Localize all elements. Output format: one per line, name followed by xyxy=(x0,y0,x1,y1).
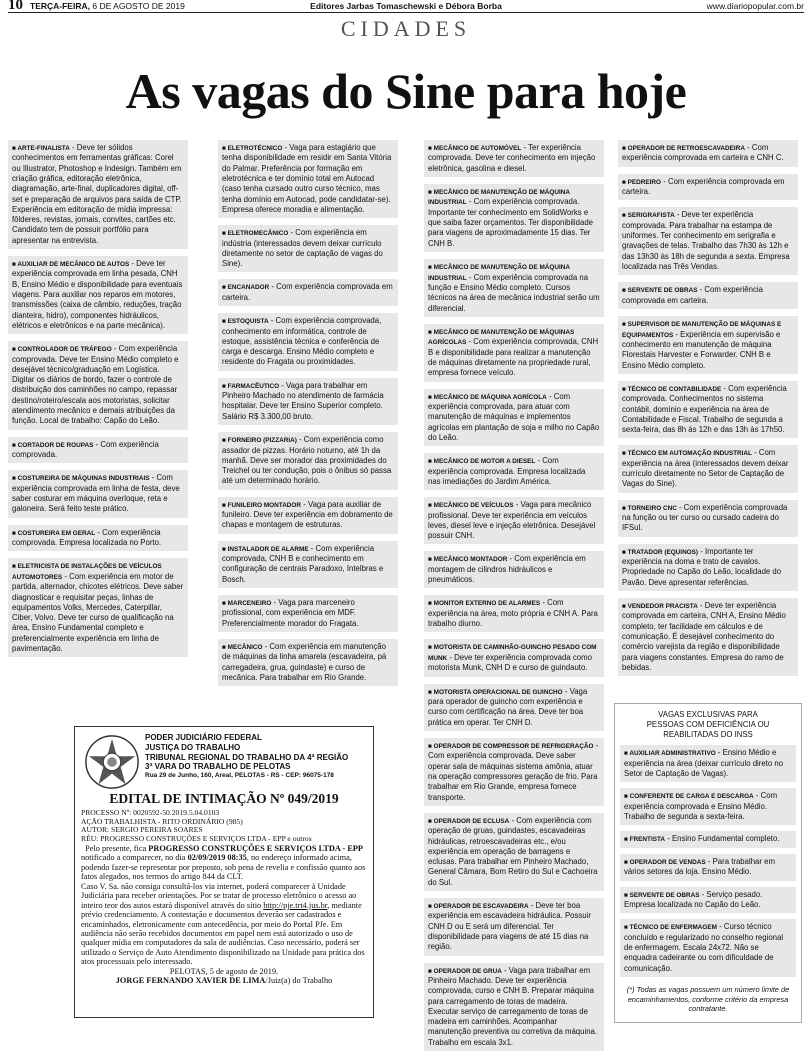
job-description: - Vaga para trabalhar em Pinheiro Machado. Deve ter experiência comprovada, curso e CNH B. Preparar máquina para carregamento de toras de madeira. Executar serviço de carregamento de toras de madeira em caminhões. Acompanhar manutenção preventiva ou corretiva da máquina. Trabalho em escala 3x1. xyxy=(428,965,598,1047)
job-description: - Com experiência comprovada. Deve saber operar sala de máquinas sistema amônia, atuar na operação compressores geração de frio. Para trabalhar em Rio Grande, empresa fornece transporte. xyxy=(428,740,599,802)
pcd-title-line: PESSOAS COM DEFICIÊNCIA OU xyxy=(646,720,770,730)
job-listing xyxy=(618,140,798,167)
job-description: - Com experiência como assador de pizzas. Horário noturno, até 1h da manhã. Deve ser morador das proximidades do Treichel ou ter condução, pois o ônibus só passa até um determinado horário. xyxy=(222,435,392,486)
job-title: ■ MECÂNICO xyxy=(222,644,262,651)
job-listing xyxy=(618,207,798,275)
pcd-job-list xyxy=(615,745,801,977)
job-title: ■ FRENTISTA xyxy=(624,836,665,843)
job-description: - Com experiência comprovada, conhecimento em informática, controle de estoque, assistência técnica e conferência de carga e descarga. Ensino Médio completo e residente do Fragata ou proximidades. xyxy=(222,316,382,367)
job-title: ■ MECÂNICO DE MANUTENÇÃO DE MÁQUINAS AGRÍCOLAS xyxy=(428,329,574,346)
job-listing xyxy=(618,500,798,537)
notice-paragraph-1 xyxy=(81,844,367,882)
job-description: - Curso técnico concluído e regularizado no conselho regional de enfermagem. Escala 24x72. Não se enquadra cadeirante ou com dificuldade de comunicação. xyxy=(624,922,784,973)
pje-link[interactable]: http://pje.trt4.jus.br xyxy=(263,900,328,910)
job-title: ■ ELETRICISTA DE INSTALAÇÕES DE VEÍCULOS AUTOMOTORES xyxy=(12,563,162,580)
pcd-footnote: (*) Todas as vagas possuem um número limite de encaminhamentos, conforme critério da empresa contratante. xyxy=(626,984,790,1014)
job-title: ■ MECÂNICO DE VEÍCULOS xyxy=(428,502,514,509)
job-title: ■ SERIGRAFISTA xyxy=(622,212,675,219)
job-listing xyxy=(218,595,398,632)
job-description: - Com experiência comprovada em carteira e CNH C. xyxy=(622,143,784,163)
job-title: ■ TORNEIRO CNC xyxy=(622,505,677,512)
pcd-title-line: REABILITADAS DO INSS xyxy=(663,730,753,740)
job-title: ■ OPERADOR DE VENDAS xyxy=(624,859,706,866)
site-url: www.diariopopular.com.br xyxy=(706,1,804,11)
job-listing xyxy=(424,639,604,676)
job-title: ■ AUXILIAR DE MECÂNICO DE AUTOS xyxy=(12,261,129,268)
job-listing xyxy=(218,497,398,534)
job-title: ■ SUPERVISOR DE MANUTENÇÃO DE MÁQUINAS E EQUIPAMENTOS xyxy=(622,321,781,338)
job-listing xyxy=(424,963,604,1051)
job-listing xyxy=(618,445,798,492)
page-number: 10 xyxy=(8,0,23,13)
job-listing xyxy=(8,437,188,464)
job-description: - Com experiência comprovada em carteira. xyxy=(622,285,763,305)
job-title: ■ MECÂNICO DE MOTOR A DIESEL xyxy=(428,458,535,465)
job-listing xyxy=(8,558,188,657)
job-title: ■ MOTORISTA DE CAMINHÃO-GUINCHO PESADO COM MUNK xyxy=(428,644,596,661)
job-listing xyxy=(218,313,398,371)
job-description: - Deve ter experiência comprovada em carteira, CNH A, Ensino Médio completo, ter facilidade em cálculos e de comunicação. É desejável conhecimento do comércio varejista da região e disponibilidade para viagens constantes. Empresa do ramo de bebidas. xyxy=(622,601,786,672)
job-title: ■ INSTALADOR DE ALARME xyxy=(222,546,309,553)
job-title: ■ TÉCNICO DE CONTABILIDADE xyxy=(622,386,721,393)
job-description: - Com experiência comprovada em linha de festa, deve saber costurar em máquina overloque, reta e galoneira. Será feito teste prático. xyxy=(12,473,180,514)
job-description: - Com experiência comprovada na função ou ter curso ou cursado cadeira do IFSul. xyxy=(622,502,788,533)
p1-hearing-date: 02/09/2019 08:35 xyxy=(187,853,247,863)
job-listing xyxy=(618,282,798,309)
job-title: ■ TRATADOR (EQUINOS) xyxy=(622,549,698,556)
header-rule xyxy=(8,12,804,13)
job-title: ■ AUXILIAR ADMINISTRATIVO xyxy=(624,750,716,757)
court-line: 3ª VARA DO TRABALHO DE PELOTAS xyxy=(145,762,291,772)
job-listing xyxy=(218,432,398,490)
job-description: - Com experiência comprovada. Empresa localizada nas imediações do Jardim América. xyxy=(428,456,586,486)
job-listing xyxy=(620,854,796,881)
job-listing xyxy=(8,470,188,517)
job-description: - Ensino Médio e experiência na área (deixar currículo direto no Setor de Captação de Vagas). xyxy=(624,748,784,779)
court-address: Rua 29 de Junho, 160, Areal, PELOTAS - RS - CEP: 96075-178 xyxy=(145,772,334,779)
job-title: ■ MECÂNICO DE MÁQUINA AGRÍCOLA xyxy=(428,394,547,401)
job-listing xyxy=(424,324,604,382)
jobs-column-3 xyxy=(424,140,604,1058)
job-listing xyxy=(618,174,798,201)
job-listing xyxy=(424,813,604,891)
job-title: ■ FARMACÊUTICO xyxy=(222,383,279,390)
job-listing xyxy=(620,919,796,977)
job-listing xyxy=(424,389,604,447)
job-description: - Com experiência em manutenção de máquinas da linha amarela (escavadeira, pá carregadeira, grua, guindaste) e curso de mecânica. Para trabalhar em Rio Grande. xyxy=(222,641,387,682)
court-header xyxy=(145,733,369,780)
job-description: - Para trabalhar em vários setores da loja. Ensino Médio. xyxy=(624,856,775,877)
job-description: - Ensino Fundamental completo. xyxy=(665,834,780,844)
job-description: - Com experiência comprovada, CNH B e conhecimento em configuração de centrais Paradoxo, Intelbras e Bosch. xyxy=(222,543,384,584)
job-description: - Experiência em supervisão e conhecimento em manutenção de máquina Florestais Harvester e Forwarder. CNH B e Ensino Médio completo. xyxy=(622,329,781,370)
job-title: ■ TÉCNICO DE ENFERMAGEM xyxy=(624,924,717,931)
job-listing xyxy=(424,497,604,544)
job-listing xyxy=(424,453,604,490)
job-title: ■ ELETROTÉCNICO xyxy=(222,145,282,152)
defendant: RÉU: PROGRESSO CONSTRUÇÕES E SERVIÇOS LTDA - EPP e outros xyxy=(81,834,312,844)
p1-company: PROGRESSO CONSTRUÇÕES E SERVIÇOS LTDA - EPP xyxy=(148,843,363,853)
job-description: - Com experiência comprovada, CNH B e disponibilidade para realizar a manutenção de máquinas diretamente na propriedade rural, empresa fornece veículo. xyxy=(428,337,599,378)
job-description: - Importante ter experiência na doma e trato de cavalos. Propriedade no Capão do Leão, localidade do Pavão. Deve apresentar referências. xyxy=(622,546,782,587)
job-listing xyxy=(618,381,798,439)
job-listing xyxy=(424,259,604,317)
plaintiff: AUTOR: SERGIO PEREIRA SOARES xyxy=(81,825,203,835)
job-description: - Vaga para mecânico profissional. Deve ter experiência em veículos leves, diesel leve e injeção eletrônica. Desejável possuir CNH. xyxy=(428,500,596,541)
notice-title: EDITAL DE INTIMAÇÃO Nº 049/2019 xyxy=(109,791,339,806)
p1-text-a: Pelo presente, fica xyxy=(85,843,149,853)
job-title: ■ MECÂNICO DE MANUTENÇÃO DE MÁQUINA INDUSTRIAL xyxy=(428,189,570,206)
job-description: - Serviço pesado. Empresa localizada no Capão do Leão. xyxy=(624,889,763,910)
job-description: - Com experiência em montagem de cilindros hidráulicos e pneumáticos. xyxy=(428,554,586,585)
job-listing xyxy=(218,225,398,272)
job-description: - Vaga para auxiliar de funileiro. Deve ter experiência em dobramento de chapas e montagem de estruturas. xyxy=(222,499,393,530)
job-description: - Deve ter boa experiência em escavadeira hidráulica. Possuir CNH D ou E será um diferencial. Ter disponibilidade para viagens de até 15 dias na região. xyxy=(428,900,591,952)
court-line: TRIBUNAL REGIONAL DO TRABALHO DA 4ª REGIÃO xyxy=(145,752,349,762)
job-description: - Com experiência com operação de gruas, guindastes, escavadeiras hidráulicas, retroescavadeiras etc., e/ou experiência em operação de barragens e eclusas. Para trabalhar em Pinheiro Machado, General Câmara, Bom Retiro do Sul e Cachoeira do Sul. xyxy=(428,815,598,887)
job-listing xyxy=(8,140,188,249)
signature-name: JORGE FERNANDO XAVIER DE LIMA xyxy=(115,976,266,986)
job-title: ■ VENDEDOR PRACISTA xyxy=(622,603,698,610)
job-description: - Com experiência comprovada. Deve ter Ensino Médio completo e desejável técnico/graduação em Logística. Digitar os diários de bordo, fazer o controle de distribuição dos caminhões no campo, repassar destino/roteiro/escala aos motoristas, solicitar atendimento mecânico e demais atribuições da função. Local de trabalho: Capão do Leão. xyxy=(12,344,179,426)
job-title: ■ MECÂNICO DE AUTOMÓVEL xyxy=(428,145,521,152)
job-description: - Com experiência comprovada, para atuar com manutenção de máquinas e implementos agrícolas em plantação de soja e milho no Capão do Leão. xyxy=(428,391,600,442)
job-description: - Vaga para trabalhar em Pinheiro Machado no atendimento de farmácia hospitalar. Deve ter Ensino Superior completo. Salário R$ 3.300,00 bruto. xyxy=(222,380,384,421)
job-listing xyxy=(618,598,798,676)
signature-line xyxy=(81,976,367,985)
job-description: - Com experiência comprovada na função e Ensino Médio completo. Cursos técnicos na área de mecânica industrial serão um diferencial. xyxy=(428,272,600,313)
p2-text-a: Caso V. Sa. não consiga consultá-los via internet, poderá comparecer à Unidade Judiciária para receber orientações. Por se tratar de processo eletrônico o acesso ao inteiro teor dos autos estará disponível através do sítio xyxy=(81,881,357,910)
job-listing xyxy=(618,544,798,591)
p1-text-c: notificado a comparecer, no dia xyxy=(81,853,188,863)
job-title: ■ PEDREIRO xyxy=(622,179,661,186)
job-description: - Vaga para operador de guincho com experiência e curso com certificação na área. Deve ter boa prática em operar. Ter CNH D. xyxy=(428,686,588,727)
job-description: - Vaga para marceneiro profissional, com experiência em MDF. Preferencialmente morador do Fragata. xyxy=(222,597,359,628)
job-description: - Com experiência comprovada. Conhecimentos no sistema contábil, domínio e experiência na área de Contabilidade e Fiscal. Trabalho de segunda a sexta-feira, das 8h às 12h e das 13h às 17h50. xyxy=(622,383,787,435)
job-title: ■ ESTOQUISTA xyxy=(222,318,269,325)
court-notice xyxy=(74,726,374,1018)
job-description: - Deve ter experiência comprovada em linha pesada, CNH B, Ensino Médio e disponibilidade para eventuais viagens. Para auxiliar nos reparos em motores, transmissões (caixa de câmbio, reduções, tração dianteira, hidro), componentes hidráulicos, elétricos e eletrônicos e na parte mecânica). xyxy=(12,258,183,330)
job-listing xyxy=(218,378,398,425)
job-description: - Com experiência comprovada em carteira. xyxy=(222,282,393,302)
headline: As vagas do Sine para hoje xyxy=(125,63,687,119)
p2-text-b: , mediante prévio credenciamento. A contestação e documentos deverão ser cadastrados e encaminhados, eletronicamente com antecedência, por meio do Portal PJe. Em audiência não serão recebidos documentos em papel nem está autorizado o uso de qualquer mídia em computadores da sala de audiências. Caso necessário, poderá ser utilizado o Serviço de Auto Atendimento disponibilizado na Unidade para prática dos atos processuais pelo interessado. xyxy=(81,900,365,967)
job-description: - Com experiência comprovada. Empresa localizada no Porto. xyxy=(12,527,162,548)
job-description: - Deve ter experiência comprovada como motorista Munk, CNH D e curso de guindauto. xyxy=(428,652,592,673)
job-title: ■ CONFERENTE DE CARGA E DESCARGA xyxy=(624,793,754,800)
job-description: - Com experiência em indústria (interessados devem deixar currículo diretamente no setor de captação de vagas do Sine). xyxy=(222,228,383,269)
job-listing xyxy=(620,745,796,782)
court-line: JUSTIÇA DO TRABALHO xyxy=(145,742,241,752)
job-listing xyxy=(424,184,604,252)
job-description: - Com experiência comprovada em carteira. xyxy=(622,176,785,197)
page-header xyxy=(8,0,804,12)
job-title: ■ MARCENEIRO xyxy=(222,600,271,607)
job-description: - Com experiência na área, moto própria e CNH A. Para trabalho diurno. xyxy=(428,598,598,629)
job-listing xyxy=(218,140,398,218)
signature-role: /Juiz(a) do Trabalho xyxy=(265,976,333,986)
job-description: - Com experiência na área (interessados devem deixar currículo diretamente no Setor de Captação de Vagas do Sine). xyxy=(622,448,789,489)
job-listing xyxy=(218,541,398,588)
job-listing xyxy=(8,341,188,429)
jobs-column-4 xyxy=(618,140,798,683)
court-line: PODER JUDICIÁRIO FEDERAL xyxy=(145,733,262,742)
job-title: ■ OPERADOR DE COMPRESSOR DE REFRIGERAÇÃO xyxy=(428,743,593,750)
job-title: ■ TÉCNICO EM AUTOMAÇÃO INDUSTRIAL xyxy=(622,450,752,457)
job-title: ■ OPERADOR DE RETROESCAVADEIRA xyxy=(622,145,745,152)
job-listing xyxy=(424,684,604,731)
job-listing xyxy=(620,887,796,914)
job-listing xyxy=(218,639,398,686)
pcd-box-title xyxy=(615,704,801,745)
job-listing xyxy=(218,279,398,306)
jobs-column-1 xyxy=(8,140,188,664)
job-listing xyxy=(620,831,796,847)
place-date: PELOTAS, 5 de agosto de 2019. xyxy=(169,966,279,976)
job-title: ■ SERVENTE DE OBRAS xyxy=(622,287,697,294)
job-title: ■ ENCANADOR xyxy=(222,284,269,291)
job-title: ■ COSTUREIRA EM GERAL xyxy=(12,530,95,537)
job-title: ■ COSTUREIRA DE MÁQUINAS INDUSTRIAIS xyxy=(12,475,149,482)
p1-text-e: , no endereço informado acima, podendo fazer-se representar por preposto, sob pena de revelia e confissão quanto aos fatos alegados, nos termos do artigo 844 da CLT. xyxy=(81,853,366,882)
job-description: - Com experiência em motor de partida, alternador, chicotes elétricos. Deve saber diagnosticar e requisitar peças, linhas de equipamentos Volks, Mercedes, Caterpillar, Ciber, Volvo. Deve ter curso de qualificação na área, Ensino Fundamental completo e preferencialmente experiência em linha de pavimentação. xyxy=(12,571,184,653)
job-title: ■ OPERADOR DE GRUA xyxy=(428,968,502,975)
job-title: ■ FUNILEIRO MONTADOR xyxy=(222,502,301,509)
job-listing xyxy=(8,525,188,552)
job-title: ■ CORTADOR DE ROUPAS xyxy=(12,442,93,449)
action-type: AÇÃO TRABALHISTA - RITO ORDINÁRIO (985) xyxy=(81,816,243,826)
notice-paragraph-2 xyxy=(81,882,367,967)
pcd-jobs-box xyxy=(614,703,802,1023)
job-description: - Vaga para estagiário que tenha disponibilidade em residir em Santa Vitória do Palmar. Preferência por formação em eletrotécnica e ter domínio total em Autocad (caso tenha cursado outro curso técnico, mas tenha domínio em Autocad, pode candidatar-se). Empresa oferece moradia e alimentação. xyxy=(222,143,392,214)
date-text: 6 DE AGOSTO DE 2019 xyxy=(92,1,185,11)
job-title: ■ FORNEIRO (PIZZARIA) xyxy=(222,437,297,444)
coat-of-arms-icon xyxy=(83,733,141,791)
job-title: ■ MONITOR EXTERNO DE ALARMES xyxy=(428,600,540,607)
job-title: ■ SERVENTE DE OBRAS xyxy=(624,892,699,899)
section-title: CIDADES xyxy=(340,16,472,41)
job-listing xyxy=(424,551,604,588)
job-description: - Ter experiência comprovada. Deve ter conhecimento em injeção eletrônica, gasolina e diesel. xyxy=(428,143,596,173)
job-description: - Deve ter experiência comprovada. Para trabalhar na estampa de uniformes. Ter conhecimento em serigrafia e gravações de telas. Trabalho das 7h30 às 12h e das 13h30 às 18h de segunda a sexta. Empresa localizada nas Três Vendas. xyxy=(622,210,790,272)
job-title: ■ MECÂNICO MONTADOR xyxy=(428,556,507,563)
job-listing xyxy=(424,595,604,632)
job-description: - Com experiência comprovada. xyxy=(12,439,159,459)
job-description: - Com experiência comprovada e Ensino Médio. Trabalho de segunda a sexta-feira. xyxy=(624,791,778,822)
job-title: ■ MOTORISTA OPERACIONAL DE GUINCHO xyxy=(428,689,563,696)
job-listing xyxy=(424,738,604,806)
job-description: - Com experiência comprovada. Importante ter conhecimento em SolidWorks e que saiba fazer orçamentos. Ter disponibilidade para viagens de aproximadamente 15 dias. Ter CNH B. xyxy=(428,197,593,248)
job-title: ■ MECÂNICO DE MANUTENÇÃO DE MÁQUINA INDUSTRIAL xyxy=(428,264,570,281)
notice-body xyxy=(81,809,367,986)
job-title: ■ ARTE-FINALISTA xyxy=(12,145,70,152)
job-listing xyxy=(8,256,188,334)
job-title: ■ CONTROLADOR DE TRÁFEGO xyxy=(12,346,112,353)
job-listing xyxy=(424,140,604,177)
editors-line: Editores Jarbas Tomaschewski e Débora Borba xyxy=(310,1,502,11)
pcd-title-line: VAGAS EXCLUSIVAS PARA xyxy=(658,710,758,719)
job-title: ■ OPERADOR DE ECLUSA xyxy=(428,818,509,825)
job-description: - Deve ter sólidos conhecimentos em ferramentas gráficas: Corel ou Illustrator, Photoshop e Indesign. Também em criação gráfica, editoração eletrônica, diagramação, arte-final, duplicadores digital, off-set e preparação de arquivos para saída de CTP. Experiência em editoração de mídia impressa: fôlderes, revistas, jornais, convites, cartões etc. Candidato tem de possuir portfólio para apresentar na entrevista. xyxy=(12,143,182,245)
weekday: TERÇA-FEIRA, xyxy=(30,1,90,11)
job-listing xyxy=(620,788,796,825)
job-listing xyxy=(618,316,798,374)
job-title: ■ OPERADOR DE ESCAVADEIRA xyxy=(428,903,529,910)
process-number: PROCESSO Nº: 0020592-50.2019.5.04.0103 xyxy=(81,808,220,817)
job-listing xyxy=(424,898,604,956)
job-title: ■ ELETROMECÂNICO xyxy=(222,230,288,237)
jobs-column-2 xyxy=(218,140,398,693)
